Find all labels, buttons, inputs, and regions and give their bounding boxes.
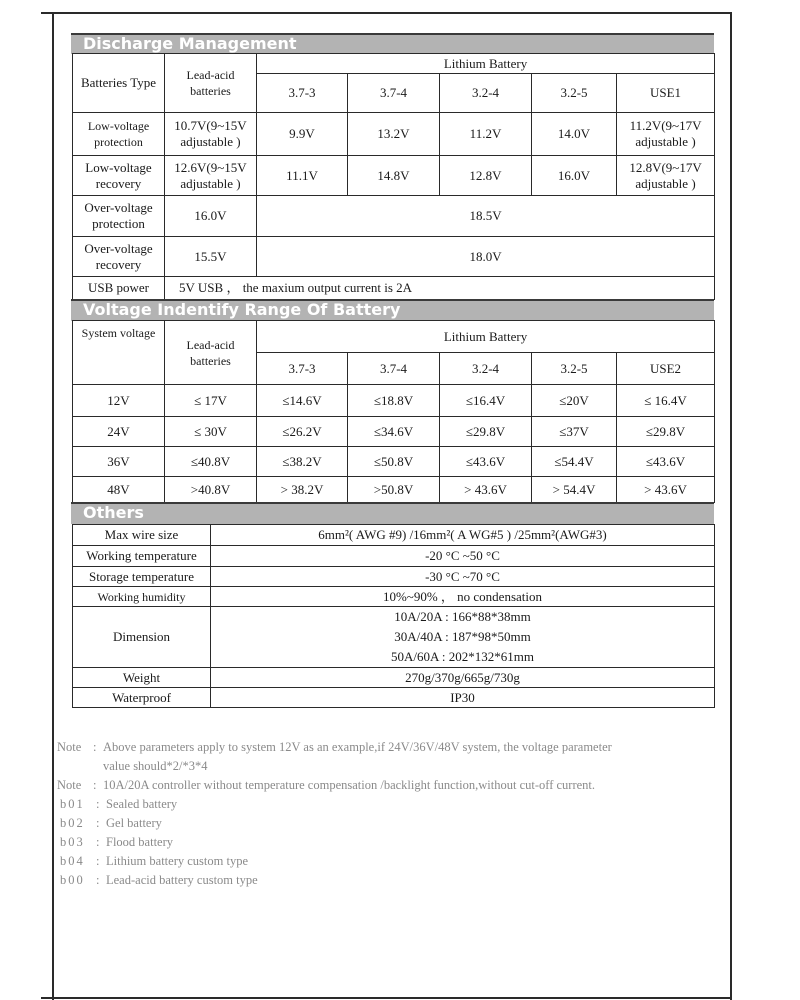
note-text: Flood battery bbox=[106, 835, 174, 849]
page-frame-right bbox=[730, 12, 732, 1000]
note-item bbox=[57, 871, 717, 890]
working-humidity-value: 10%~90% ， no condensation bbox=[211, 587, 715, 607]
lithium-value: ≤26.2V bbox=[257, 417, 348, 447]
note-text: Lithium battery custom type bbox=[106, 854, 248, 868]
lithium-value: 14.8V bbox=[348, 156, 440, 196]
note-text: value should*2/*3*4 bbox=[103, 759, 208, 773]
weight-value: 270g/370g/665g/730g bbox=[211, 668, 715, 688]
row-label: Over-voltage recovery bbox=[73, 237, 165, 277]
lead-acid-value: ≤ 30V bbox=[165, 417, 257, 447]
header-lithium-col: 3.2-4 bbox=[440, 74, 532, 113]
note-colon: : bbox=[93, 740, 97, 754]
row-label: Max wire size bbox=[73, 525, 211, 546]
max-wire-size-value: 6mm²( AWG #9) /16mm²( A WG#5 ) /25mm²(AWG#3) bbox=[211, 525, 715, 546]
lead-acid-value: ≤ 17V bbox=[165, 385, 257, 417]
notes bbox=[57, 738, 717, 890]
dimension-line: 30A/40A : 187*98*50mm bbox=[394, 629, 531, 644]
note-item bbox=[57, 776, 717, 795]
lithium-value: ≤50.8V bbox=[348, 447, 440, 477]
lithium-value: ≤37V bbox=[532, 417, 617, 447]
others-table bbox=[72, 524, 715, 708]
lithium-value-all: 18.5V bbox=[257, 196, 715, 237]
header-lead-acid: Lead-acid batteries bbox=[165, 321, 257, 385]
header-lithium-col: 3.2-5 bbox=[532, 74, 617, 113]
row-label: Waterproof bbox=[73, 688, 211, 708]
note-item bbox=[57, 852, 717, 871]
header-lithium-col: 3.7-4 bbox=[348, 353, 440, 385]
lithium-value: ≤ 16.4V bbox=[617, 385, 715, 417]
table-row bbox=[73, 447, 715, 477]
table-row bbox=[73, 567, 715, 587]
lithium-value: ≤34.6V bbox=[348, 417, 440, 447]
table-row bbox=[73, 587, 715, 607]
lithium-value: 12.8V(9~17V adjustable ) bbox=[617, 156, 715, 196]
header-lithium-col: 3.7-3 bbox=[257, 74, 348, 113]
header-lithium-col: 3.7-3 bbox=[257, 353, 348, 385]
section-header-others: Others bbox=[71, 502, 714, 524]
table-row bbox=[73, 688, 715, 708]
row-label: Working temperature bbox=[73, 546, 211, 567]
note-item bbox=[57, 833, 717, 852]
note-key: b02 bbox=[60, 816, 85, 830]
lithium-value: >50.8V bbox=[348, 477, 440, 503]
lithium-value: > 38.2V bbox=[257, 477, 348, 503]
waterproof-value: IP30 bbox=[211, 688, 715, 708]
lithium-value: > 43.6V bbox=[440, 477, 532, 503]
system-voltage: 24V bbox=[73, 417, 165, 447]
note-colon: : bbox=[96, 816, 100, 830]
table-row bbox=[73, 417, 715, 447]
header-lithium-battery: Lithium Battery bbox=[257, 321, 715, 353]
row-label: Dimension bbox=[73, 607, 211, 668]
row-label: Low-voltage recovery bbox=[73, 156, 165, 196]
note-colon: : bbox=[96, 835, 100, 849]
table-row bbox=[73, 477, 715, 503]
dimension-line: 10A/20A : 166*88*38mm bbox=[394, 609, 531, 624]
storage-temperature-value: -30 °C ~70 °C bbox=[211, 567, 715, 587]
discharge-table bbox=[72, 53, 715, 300]
note-text: Gel battery bbox=[106, 816, 162, 830]
page-frame-left bbox=[52, 12, 54, 1000]
table-row bbox=[73, 277, 715, 300]
lead-acid-value: 15.5V bbox=[165, 237, 257, 277]
row-label: USB power bbox=[73, 277, 165, 300]
note-text: Above parameters apply to system 12V as an example,if 24V/36V/48V system, the voltage parameter bbox=[103, 740, 612, 754]
note-key: b00 bbox=[60, 873, 85, 887]
table-row bbox=[73, 525, 715, 546]
row-label: Working humidity bbox=[73, 587, 211, 607]
working-temperature-value: -20 °C ~50 °C bbox=[211, 546, 715, 567]
header-lead-acid: Lead-acid batteries bbox=[165, 54, 257, 113]
note-text: Sealed battery bbox=[106, 797, 178, 811]
note-key: b01 bbox=[60, 797, 85, 811]
lithium-value-all: 18.0V bbox=[257, 237, 715, 277]
table-row bbox=[73, 156, 715, 196]
table-row bbox=[73, 113, 715, 156]
lithium-value: 14.0V bbox=[532, 113, 617, 156]
lithium-value: ≤16.4V bbox=[440, 385, 532, 417]
lithium-value: 9.9V bbox=[257, 113, 348, 156]
header-lithium-col: USE2 bbox=[617, 353, 715, 385]
lead-acid-value: 16.0V bbox=[165, 196, 257, 237]
usb-power-value: 5V USB ， the maxium output current is 2A bbox=[165, 277, 715, 300]
header-lithium-col: 3.2-5 bbox=[532, 353, 617, 385]
row-label: Storage temperature bbox=[73, 567, 211, 587]
table-row bbox=[73, 237, 715, 277]
row-label: Over-voltage protection bbox=[73, 196, 165, 237]
note-key: b03 bbox=[60, 835, 85, 849]
lithium-value: 11.2V(9~17V adjustable ) bbox=[617, 113, 715, 156]
lead-acid-value: 12.6V(9~15V adjustable ) bbox=[165, 156, 257, 196]
header-batteries-type: Batteries Type bbox=[73, 54, 165, 113]
table-row bbox=[73, 546, 715, 567]
note-continuation bbox=[57, 757, 717, 776]
page-frame-top bbox=[41, 12, 732, 14]
lithium-value: ≤14.6V bbox=[257, 385, 348, 417]
lithium-value: ≤43.6V bbox=[617, 447, 715, 477]
lithium-value: ≤38.2V bbox=[257, 447, 348, 477]
note-key: Note bbox=[57, 740, 82, 754]
lead-acid-value: >40.8V bbox=[165, 477, 257, 503]
lithium-value: ≤29.8V bbox=[617, 417, 715, 447]
lithium-value: 13.2V bbox=[348, 113, 440, 156]
section-header-voltage-identify: Voltage Indentify Range Of Battery bbox=[71, 299, 714, 321]
section-header-discharge: Discharge Management bbox=[71, 33, 714, 54]
row-label: Low-voltage protection bbox=[73, 113, 165, 156]
table-row bbox=[73, 668, 715, 688]
dimension-values bbox=[211, 607, 715, 668]
lithium-value: > 54.4V bbox=[532, 477, 617, 503]
note-key: Note bbox=[57, 778, 82, 792]
header-lithium-col: 3.2-4 bbox=[440, 353, 532, 385]
row-label: Weight bbox=[73, 668, 211, 688]
note-colon: : bbox=[96, 854, 100, 868]
lithium-value: 11.2V bbox=[440, 113, 532, 156]
lithium-value: 16.0V bbox=[532, 156, 617, 196]
note-colon: : bbox=[96, 797, 100, 811]
note-item bbox=[57, 738, 717, 757]
header-lithium-col: USE1 bbox=[617, 74, 715, 113]
system-voltage: 12V bbox=[73, 385, 165, 417]
note-item bbox=[57, 795, 717, 814]
lithium-value: ≤18.8V bbox=[348, 385, 440, 417]
header-lithium-battery: Lithium Battery bbox=[257, 54, 715, 74]
lithium-value: ≤54.4V bbox=[532, 447, 617, 477]
note-item bbox=[57, 814, 717, 833]
header-system-voltage: System voltage bbox=[73, 321, 165, 385]
lead-acid-value: 10.7V(9~15V adjustable ) bbox=[165, 113, 257, 156]
table-row bbox=[73, 607, 715, 668]
lithium-value: ≤20V bbox=[532, 385, 617, 417]
system-voltage: 48V bbox=[73, 477, 165, 503]
lead-acid-value: ≤40.8V bbox=[165, 447, 257, 477]
lithium-value: > 43.6V bbox=[617, 477, 715, 503]
lithium-value: 12.8V bbox=[440, 156, 532, 196]
note-colon: : bbox=[93, 778, 97, 792]
voltage-identify-table bbox=[72, 320, 715, 503]
note-key: b04 bbox=[60, 854, 85, 868]
note-colon: : bbox=[96, 873, 100, 887]
lithium-value: 11.1V bbox=[257, 156, 348, 196]
lithium-value: ≤29.8V bbox=[440, 417, 532, 447]
system-voltage: 36V bbox=[73, 447, 165, 477]
header-lithium-col: 3.7-4 bbox=[348, 74, 440, 113]
note-text: 10A/20A controller without temperature compensation /backlight function,without cut-off current. bbox=[103, 778, 596, 792]
dimension-line: 50A/60A : 202*132*61mm bbox=[390, 649, 534, 664]
note-text: Lead-acid battery custom type bbox=[106, 873, 258, 887]
table-row bbox=[73, 385, 715, 417]
page-frame-bottom bbox=[41, 997, 732, 999]
table-row bbox=[73, 196, 715, 237]
lithium-value: ≤43.6V bbox=[440, 447, 532, 477]
